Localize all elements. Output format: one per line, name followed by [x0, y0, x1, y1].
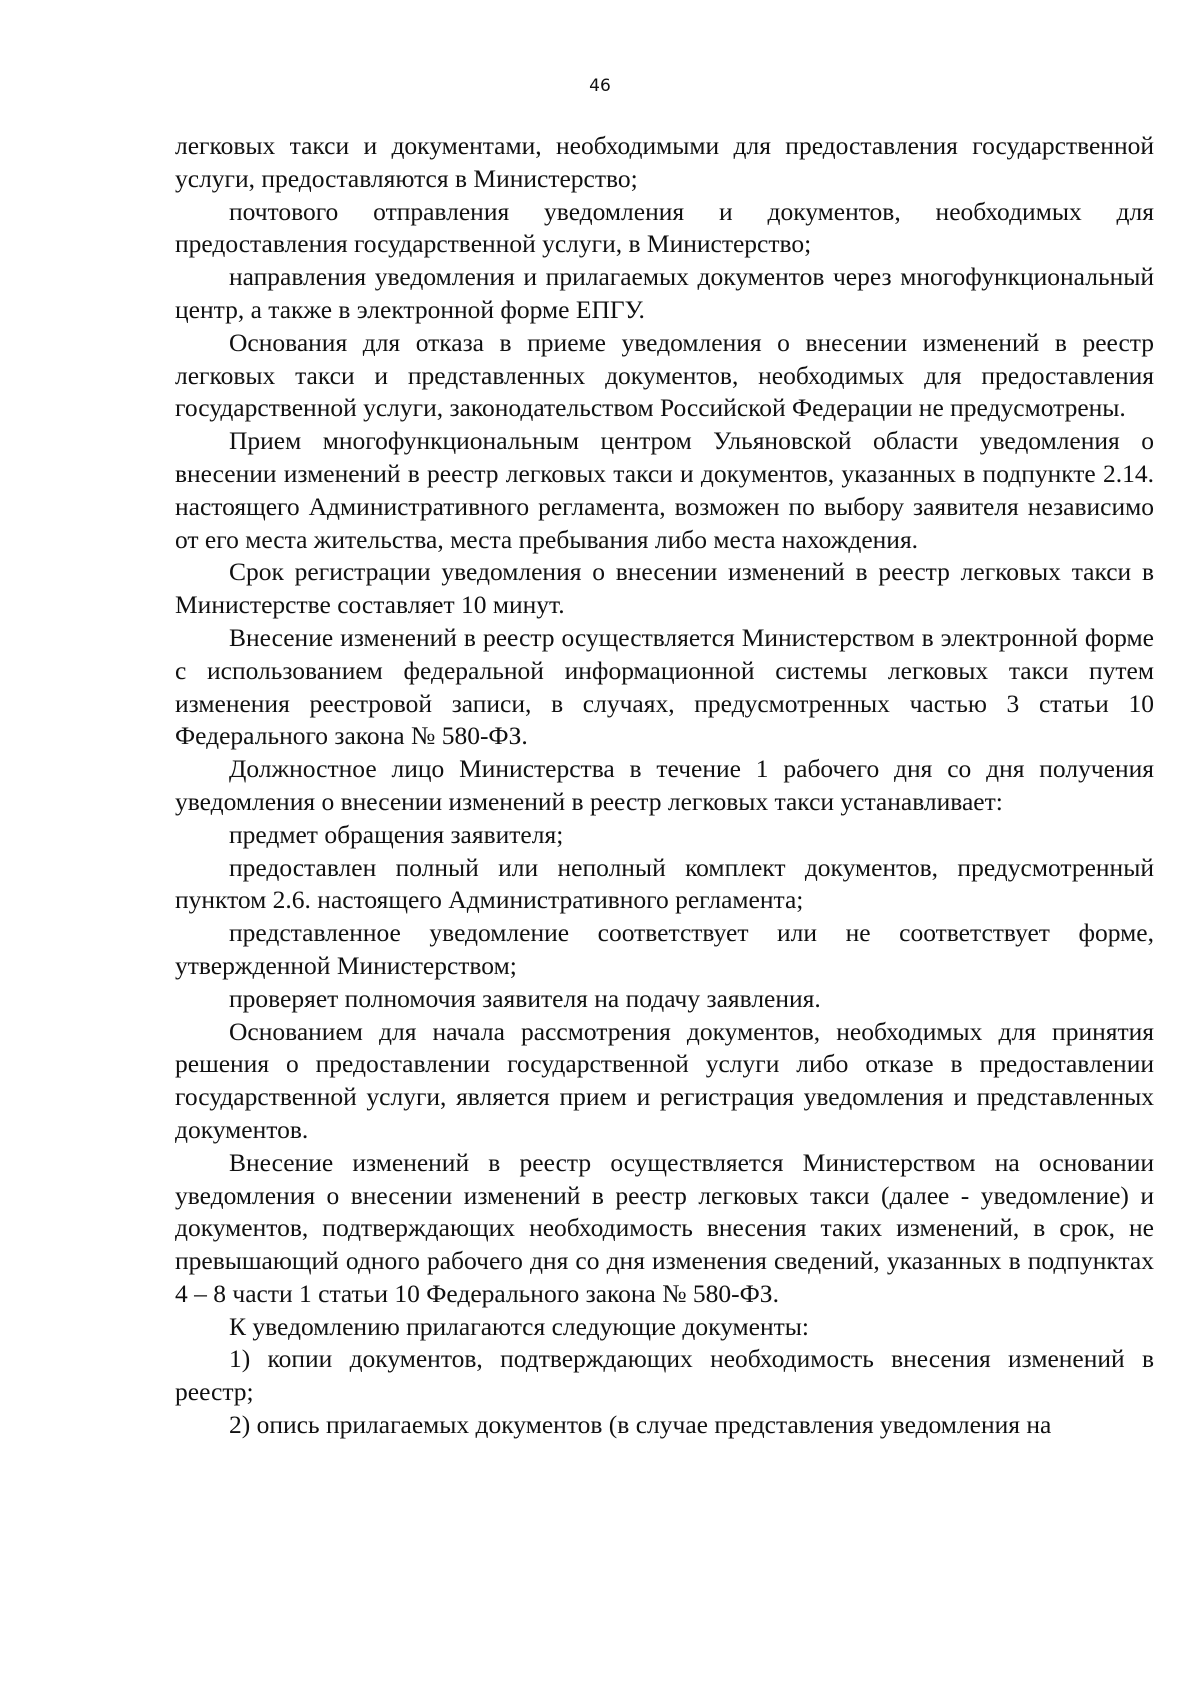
paragraph: Внесение изменений в реестр осуществляется Министерством в электронной форме с использованием федеральной информационной системы легковых такси путем изменения реестровой записи, в случаях, предусмотренных частью 3 статьи 10 Федерального закона № 580-ФЗ. — [175, 622, 1154, 751]
list-item: 2) опись прилагаемых документов (в случае представления уведомления на — [229, 1410, 1052, 1440]
paragraph: Должностное лицо Министерства в течение 1 рабочего дня со дня получения уведомления о внесении изменений в реестр легковых такси устанавливает: — [175, 754, 1154, 816]
paragraph: К уведомлению прилагаются следующие документы: — [229, 1311, 810, 1341]
list-item: 1) копии документов, подтверждающих необходимость внесения изменений в реестр; — [175, 1344, 1154, 1407]
paragraph-continuation: легковых такси и документами, необходимыми для предоставления государственной услуги, предоставляются в Министерство; — [175, 131, 1154, 193]
paragraph: представленное уведомление соответствует или не соответствует форме, утвержденной Министерством; — [175, 918, 1154, 980]
paragraph: предмет обращения заявителя; — [229, 819, 564, 849]
paragraph: Прием многофункциональным центром Ульяновской области уведомления о внесении изменений в реестр легковых такси и документов, указанных в подпункте 2.14. настоящего Административного регламента, возможен по выбору заявителя независимо от его места жительства, места пребывания либо места нахождения. — [175, 426, 1154, 554]
paragraph: Внесение изменений в реестр осуществляется Министерством на основании уведомления о внесении изменений в реестр легковых такси (далее - уведомление) и документов, подтверждающих необходимость внесения таких изменений, в срок, не превышающий одного рабочего дня со дня изменения сведений, указанных в подпунктах 4 – 8 части 1 статьи 10 Федерального закона № 580-ФЗ. — [175, 1147, 1154, 1308]
paragraph: Срок регистрации уведомления о внесении изменений в реестр легковых такси в Министерстве составляет 10 минут. — [175, 557, 1154, 620]
paragraph: Основания для отказа в приеме уведомления о внесении изменений в реестр легковых такси и представленных документов, необходимых для предоставления государственной услуги, законодательством Российской Федерации не предусмотрены. — [175, 327, 1154, 423]
paragraph: Основанием для начала рассмотрения документов, необходимых для принятия решения о предоставлении государственной услуги либо отказе в предоставлении государственной услуги, является прием и регистрация уведомления и представленных документов. — [175, 1016, 1154, 1144]
document-body — [175, 130, 1154, 1442]
paragraph: направления уведомления и прилагаемых документов через многофункциональный центр, а также в электронной форме ЕПГУ. — [175, 262, 1154, 324]
paragraph: проверяет полномочия заявителя на подачу заявления. — [229, 983, 821, 1013]
paragraph: предоставлен полный или неполный комплект документов, предусмотренный пунктом 2.6. настоящего Административного регламента; — [175, 852, 1154, 915]
page-number: 46 — [589, 76, 611, 96]
paragraph: почтового отправления уведомления и документов, необходимых для предоставления государственной услуги, в Министерство; — [175, 196, 1154, 259]
